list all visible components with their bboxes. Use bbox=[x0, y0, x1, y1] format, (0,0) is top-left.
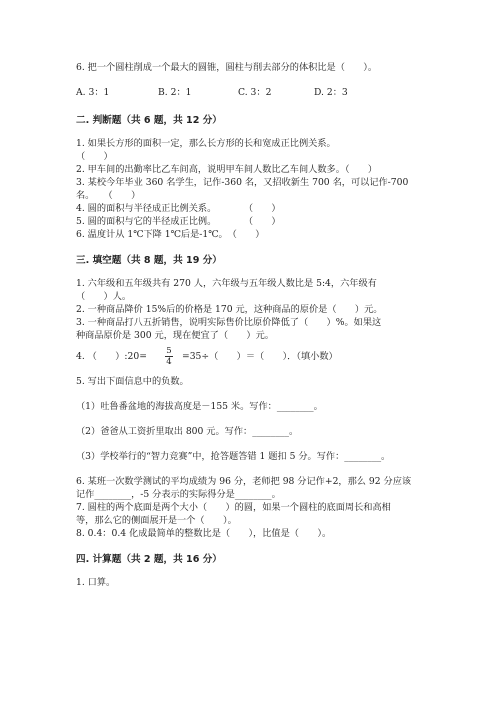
fraction-denominator: 4 bbox=[166, 357, 172, 367]
section-2-title: 二. 判断题（共 6 题，共 12 分） bbox=[76, 115, 222, 126]
fill-q6-cont: 记作________，-5 分表示的实际得分是________。 bbox=[76, 489, 281, 500]
option-b: B. 2：1 bbox=[158, 87, 192, 98]
section-4-title: 四. 计算题（共 2 题，共 16 分） bbox=[76, 554, 222, 565]
judge-q4: 4. 圆的面积与半径成正比例关系。 （ ） bbox=[76, 203, 281, 214]
fill-q2: 2. 一种商品降价 15%后的价格是 170 元，这种商品的原价是（ ）元。 bbox=[76, 304, 383, 315]
fill-q1-cont: （ ）人。 bbox=[76, 291, 132, 302]
judge-q2: 2. 甲车间的出勤率比乙车间高，说明甲车间人数比乙车间人数多。（ ） bbox=[76, 164, 378, 175]
judge-q3: 3. 某校今年毕业 360 名学生，记作-360 名，又招收新生 700 名，可以记作-700 bbox=[76, 177, 409, 188]
judge-q1-answer: （ ） bbox=[76, 151, 113, 162]
fill-q7-cont: 等，那么它的侧面展开是一个（ ）。 bbox=[76, 515, 237, 526]
fill-q3-cont: 种商品原价是 300 元，现在便宜了（ ）元。 bbox=[76, 330, 274, 341]
judge-q5: 5. 圆的面积与它的半径成正比例。 （ ） bbox=[76, 216, 281, 227]
fill-q5: 5. 写出下面信息中的负数。 bbox=[76, 376, 189, 387]
fill-q4-left: 4. （ ）:20= bbox=[76, 351, 147, 362]
fill-q3: 3. 一种商品打八五折销售，说明实际售价比原价降低了（ ）%。如果这 bbox=[76, 317, 382, 328]
judge-q6: 6. 温度计从 1℃下降 1℃后是-1℃。 （ ） bbox=[76, 229, 265, 240]
fill-q7: 7. 圆柱的两个底面是两个大小（ ）的圆，如果一个圆柱的底面周长和高相 bbox=[76, 502, 391, 513]
fill-q4-right: =35÷（ ）＝（ ）．（填小数） bbox=[182, 351, 338, 362]
option-d: D. 2：3 bbox=[314, 87, 348, 98]
option-c: C. 3：2 bbox=[238, 87, 272, 98]
fraction-numerator: 5 bbox=[166, 346, 172, 356]
question-6-multiple-choice: 6. 把一个圆柱削成一个最大的圆锥，圆柱与削去部分的体积比是（ ）。 bbox=[76, 62, 378, 73]
fill-q1: 1. 六年级和五年级共有 270 人，六年级与五年级人数比是 5:4，六年级有 bbox=[76, 278, 377, 289]
section-3-title: 三. 填空题（共 8 题，共 19 分） bbox=[76, 255, 222, 266]
fill-q5-item-1: （1）吐鲁番盆地的海拔高度是－155 米。写作：________。 bbox=[76, 401, 323, 412]
fill-q8: 8. 0.4：0.4 化成最简单的整数比是（ ），比值是（ ）。 bbox=[76, 528, 332, 539]
fill-q6: 6. 某班一次数学测试的平均成绩为 96 分，老师把 98 分记作+2，那么 92 分应该 bbox=[76, 476, 412, 487]
fill-q5-item-2: （2）爸爸从工资折里取出 800 元。写作：________。 bbox=[76, 426, 299, 437]
option-a: A. 3：1 bbox=[76, 87, 110, 98]
calc-q1: 1. 口算。 bbox=[76, 577, 116, 588]
judge-q3-cont: 名。 （ ） bbox=[76, 190, 141, 201]
fill-q5-item-3: （3）学校举行的“智力竞赛”中，抢答题答错 1 题扣 5 分。写作：________。 bbox=[76, 451, 391, 462]
judge-q1: 1. 如果长方形的面积一定，那么长方形的长和宽成正比例关系。 bbox=[76, 138, 336, 149]
